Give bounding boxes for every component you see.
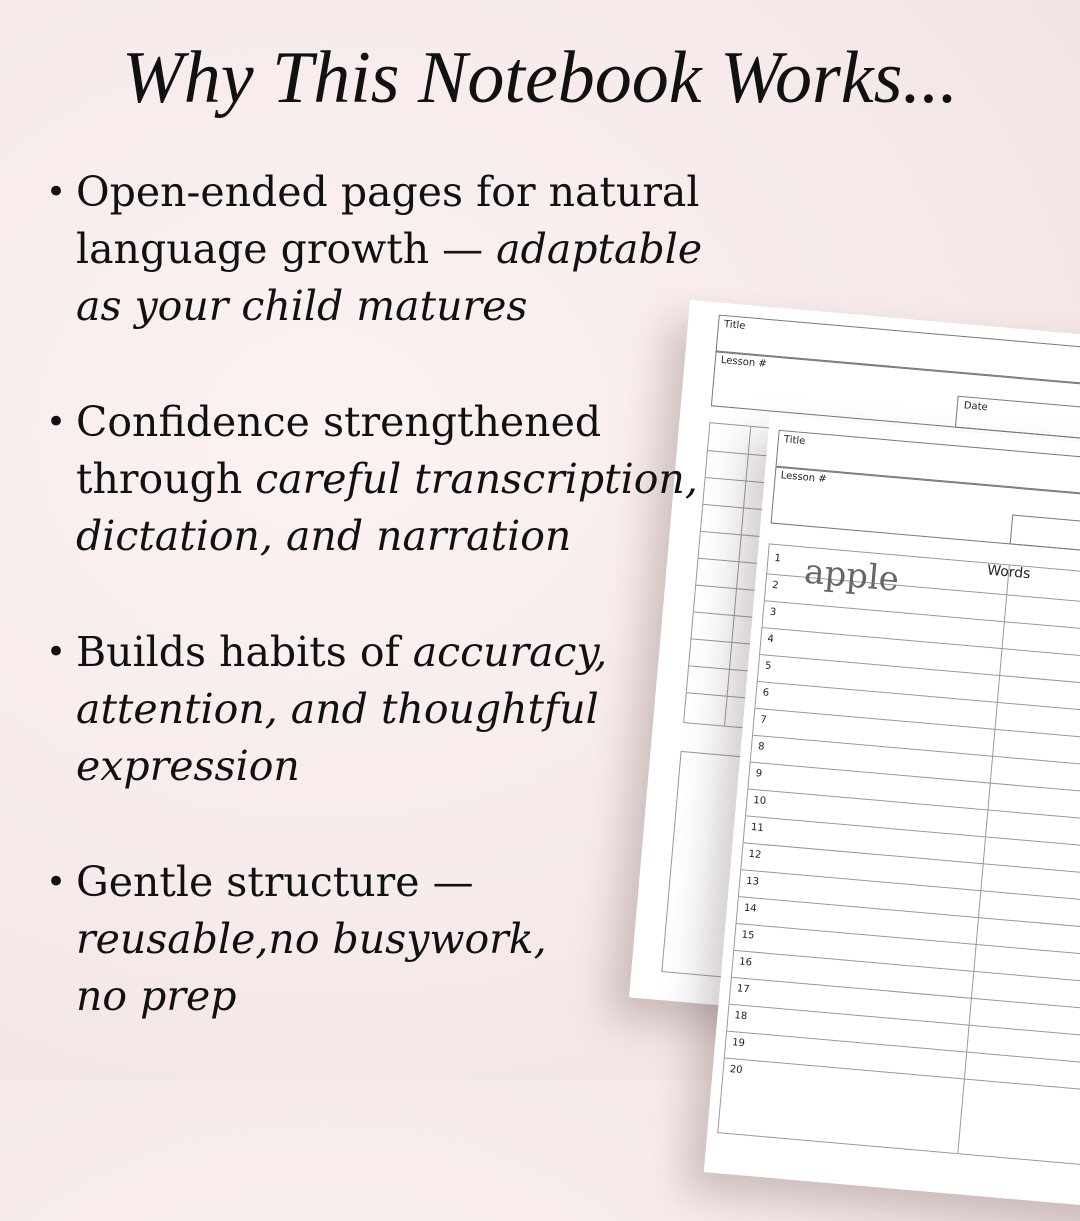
row-number: 3 <box>769 606 777 619</box>
words-section-label: Words <box>986 562 1032 583</box>
row-number: 18 <box>734 1010 748 1023</box>
benefit-line <box>76 911 704 968</box>
grid-row-line <box>737 923 1080 971</box>
benefit-emphasis: accuracy, <box>412 628 608 676</box>
grid-row-line <box>741 869 1080 917</box>
bullet-dot: • <box>46 862 67 902</box>
benefit-emphasis: no prep <box>76 972 237 1020</box>
row-number: 17 <box>736 983 751 996</box>
benefit-text: through <box>76 455 256 503</box>
column-divider <box>957 565 1009 1153</box>
benefit-item <box>44 624 704 795</box>
row-number: 1 <box>774 552 782 565</box>
benefit-text: Gentle structure — <box>76 858 474 906</box>
words-worksheet <box>704 415 1080 1221</box>
row-number: 6 <box>762 687 770 699</box>
benefit-emphasis: expression <box>76 742 300 790</box>
row-number: 5 <box>764 660 772 673</box>
row-number: 20 <box>729 1064 743 1077</box>
row-number: 13 <box>745 875 760 888</box>
benefit-line <box>76 278 704 335</box>
date-field-box <box>1010 514 1080 572</box>
benefit-line <box>76 854 704 911</box>
benefit-emphasis: reusable,no busywork, <box>76 915 547 963</box>
benefit-line <box>76 164 704 221</box>
benefit-text: Builds habits of <box>76 628 413 676</box>
bullet-dot: • <box>46 172 67 212</box>
benefit-emphasis: as your child matures <box>76 282 528 330</box>
row-number: 9 <box>755 768 763 780</box>
row-number: 19 <box>731 1037 746 1050</box>
row-number: 11 <box>750 821 765 835</box>
benefit-emphasis: careful transcription, <box>255 455 698 503</box>
benefit-line <box>76 508 704 565</box>
grid-row-line <box>734 950 1080 998</box>
benefit-item <box>44 164 704 335</box>
grid-row-line <box>732 977 1080 1025</box>
benefit-line <box>76 394 704 451</box>
bullet-dot: • <box>46 402 67 442</box>
title-field-label: Title <box>783 434 806 448</box>
lesson-field-label: Lesson # <box>720 354 768 370</box>
grid-row-line <box>729 1004 1080 1052</box>
row-number: 16 <box>738 956 753 969</box>
grid-row-line <box>739 896 1080 944</box>
benefit-emphasis: dictation, and narration <box>76 512 572 560</box>
benefit-text: language growth — <box>76 225 497 273</box>
benefits-list <box>44 164 704 1084</box>
benefit-line <box>76 221 704 278</box>
date-field-label: Date <box>963 400 989 414</box>
benefit-line <box>76 738 704 795</box>
benefit-line <box>76 451 704 508</box>
benefit-item <box>44 394 704 565</box>
row-number: 15 <box>741 929 755 942</box>
row-number: 8 <box>757 741 765 753</box>
benefit-text: Open-ended pages for natural <box>76 168 700 216</box>
row-number: 14 <box>743 902 758 915</box>
row-number: 7 <box>759 714 768 726</box>
row-number: 2 <box>771 579 779 592</box>
words-grid <box>717 543 1080 1180</box>
row-number: 4 <box>766 633 775 646</box>
handwritten-word: apple <box>802 551 901 600</box>
row-number: 10 <box>752 795 767 808</box>
benefit-line <box>76 681 704 738</box>
benefit-text: Confidence strengthened <box>76 398 602 446</box>
grid-row-line <box>725 1058 1080 1106</box>
grid-row-line <box>727 1031 1080 1079</box>
page-title: Why This Notebook Works... <box>122 37 958 119</box>
benefit-line <box>76 624 704 681</box>
row-number: 12 <box>748 848 762 861</box>
title-field-label: Title <box>723 319 746 332</box>
benefit-emphasis: adaptable <box>496 225 703 273</box>
benefit-line <box>76 968 704 1025</box>
bullet-dot: • <box>46 632 67 672</box>
benefit-item <box>44 854 704 1025</box>
lesson-field-label: Lesson # <box>780 470 828 486</box>
benefit-emphasis: attention, and thoughtful <box>76 685 599 733</box>
